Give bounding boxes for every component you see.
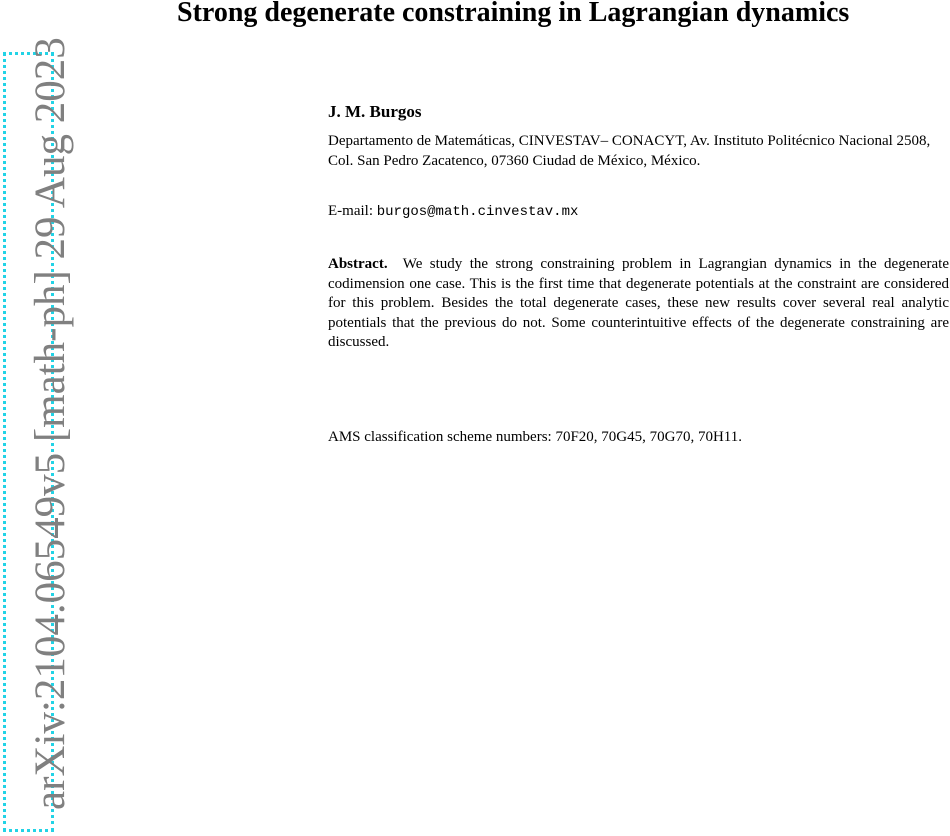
affiliation: Departamento de Matemáticas, CINVESTAV– CONACYT, Av. Instituto Politécnico Nacional 2508, Col. San Pedro Zacatenco, 07360 Ciudad de México, México. <box>328 133 931 169</box>
email-label: E-mail: <box>328 203 373 219</box>
abstract-label: Abstract. <box>328 256 388 272</box>
paper-title: Strong degenerate constraining in Lagrangian dynamics <box>177 0 850 28</box>
ams-classification: AMS classification scheme numbers: 70F20, 70G45, 70G70, 70H11. <box>328 429 742 445</box>
email-address[interactable]: burgos@math.cinvestav.mx <box>376 204 579 220</box>
arxiv-identifier: arXiv:2104.06549v5 [math-ph] 29 Aug 2023 <box>27 37 74 810</box>
abstract <box>328 255 949 353</box>
author-name: J. M. Burgos <box>328 102 422 121</box>
email-line <box>328 203 578 220</box>
abstract-text: We study the strong constraining problem in Lagrangian dynamics in the degenerate codimension one case. This is the first time that degenerate potentials at the constraint are considered for this problem. Besides the total degenerate cases, these new results cover several real analytic potentials that the previous do not. Some counterintuitive effects of the degenerate constraining are discussed. <box>328 256 949 351</box>
